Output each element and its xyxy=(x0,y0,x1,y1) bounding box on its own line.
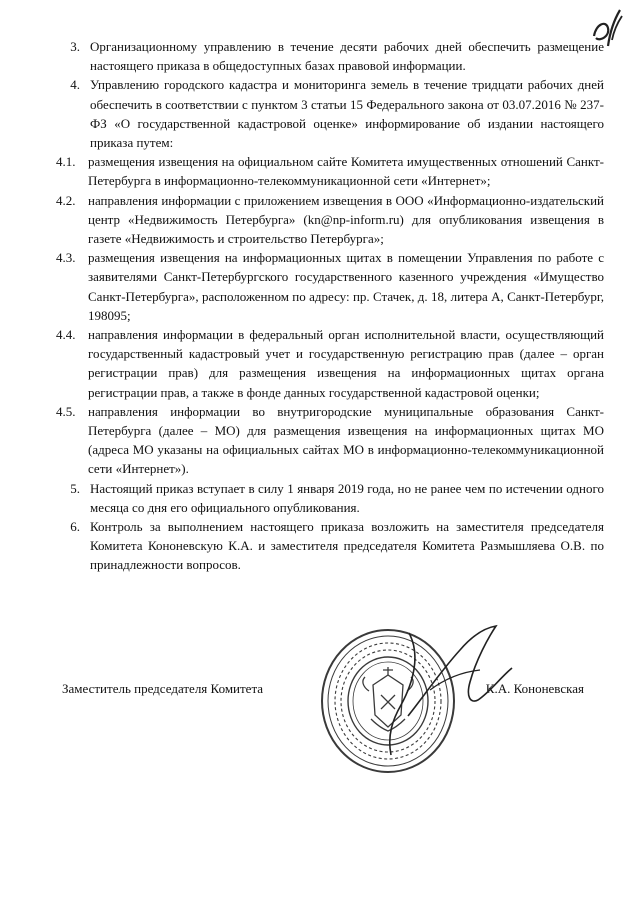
item-text: направления информации во внутригородские муниципальные образования Санкт-Петербурга (далее – МО) для размещения извещения на информационных щитах МО (адреса МО указаны на официальных сайтах МО в информационно-телекоммуникационной сети «Интернет»). xyxy=(88,403,604,477)
item-number: 4.5. xyxy=(56,403,76,419)
item-text: размещения извещения на информационных щитах в помещении Управления по работе с заявителями Санкт-Петербургского государственного казенного учреждения «Имущество Санкт-Петербурга», расположенном по адресу: пр. Стачек, д. 18, литера А, Санкт-Петербург, 198095; xyxy=(88,250,604,323)
list-item xyxy=(56,402,604,479)
list-item xyxy=(56,517,604,575)
list-item xyxy=(56,191,604,249)
item-number: 4.4. xyxy=(56,327,76,343)
item-number: 3. xyxy=(70,39,80,54)
item-text: Настоящий приказ вступает в силу 1 января 2019 года, но не ранее чем по истечении одного месяца со дня его официального опубликования. xyxy=(90,480,604,515)
list-item xyxy=(56,152,604,190)
item-number: 4.1. xyxy=(56,154,76,170)
item-number: 4.3. xyxy=(56,250,76,266)
list-item xyxy=(56,37,604,75)
item-text: Организационному управлению в течение десяти рабочих дней обеспечить размещение настоящего приказа в общедоступных базах правовой информации. xyxy=(90,39,604,74)
item-number: 4.2. xyxy=(56,192,76,208)
signatory-title: Заместитель председателя Комитета xyxy=(62,681,264,696)
item-number: 5. xyxy=(70,480,80,496)
item-text: Управлению городского кадастра и мониторинга земель в течение тридцати рабочих дней обеспечить в соответствии с пунктом 3 статьи 15 Федерального закона от 03.07.2016 № 237-ФЗ «О государственной кадастровой оценке» информирование об издании настоящего приказа путем: xyxy=(90,77,604,151)
item-number: 6. xyxy=(70,519,80,535)
list-item xyxy=(56,479,604,517)
item-number: 4. xyxy=(70,77,80,93)
list-item xyxy=(56,75,604,152)
item-text: направления информации с приложением извещения в ООО «Информационно-издательский центр «Недвижимость Петербурга» (kn@np-inform.ru) для опубликования извещения в газете «Недвижимость и строительство Петербурга»; xyxy=(88,192,604,247)
item-text: направления информации в федеральный орган исполнительной власти, осуществляющий государственный кадастровый учет и государственную регистрацию прав (далее – орган регистрации прав) для размещения извещения на информационных щитах органа регистрации прав, а также в фонде данных государственной кадастровой оценки; xyxy=(88,327,604,400)
handwritten-signature-icon xyxy=(400,620,520,730)
item-text: Контроль за выполнением настоящего приказа возложить на заместителя председателя Комитета Кононевскую К.А. и заместителя председателя Комитета Размышляева О.В. по принадлежности вопросов. xyxy=(90,519,604,573)
order-items-list xyxy=(56,37,604,575)
signatory-name: К.А. Кононевская xyxy=(485,681,584,696)
list-item xyxy=(56,248,604,325)
item-text: размещения извещения на официальном сайте Комитета имущественных отношений Санкт-Петербурга в информационно-телекоммуникационной сети «Интернет»; xyxy=(88,154,604,189)
list-item xyxy=(56,325,604,402)
